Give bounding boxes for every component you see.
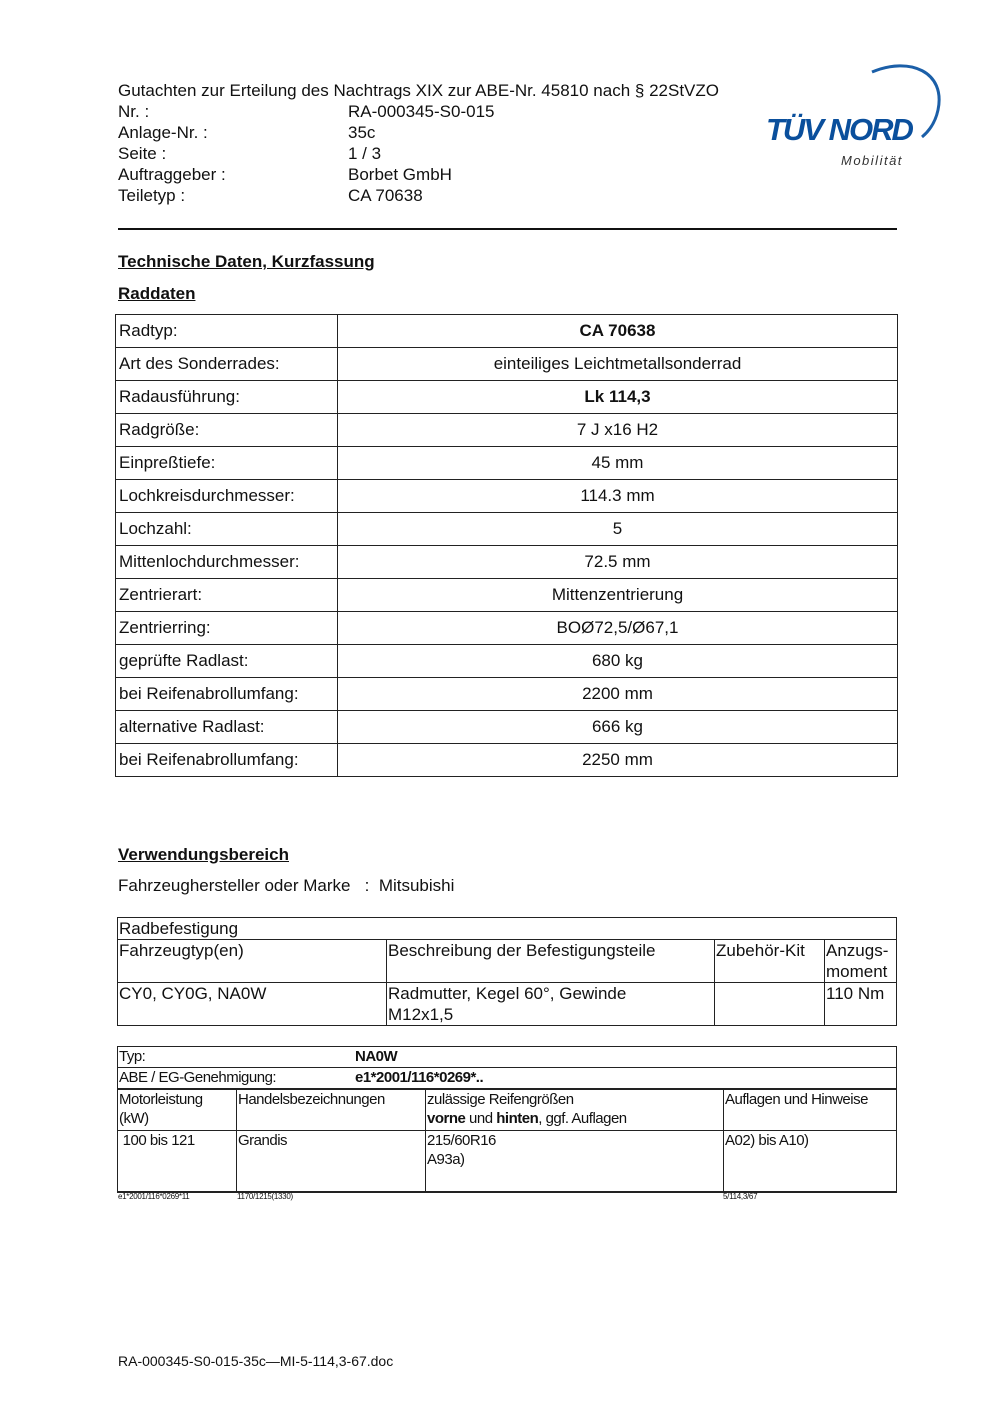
manufacturer-sep: :	[364, 876, 370, 895]
row-label: Radgröße:	[116, 414, 338, 447]
row-value: 680 kg	[338, 645, 898, 678]
row-value: Lk 114,3	[338, 381, 898, 414]
header-field-label: Seite :	[118, 144, 167, 163]
row-label: Radtyp:	[116, 315, 338, 348]
header-field-label: Auftraggeber :	[118, 165, 226, 184]
row-label: Zentrierring:	[116, 612, 338, 645]
header-field-value: 1 / 3	[348, 144, 382, 163]
table-row	[116, 315, 898, 348]
table-cell: Grandis	[237, 1131, 426, 1193]
header-cell-reifen	[426, 1090, 724, 1131]
header-field-teiletyp	[118, 186, 423, 206]
footnote-weights: 1170/1215(1330)	[237, 1192, 293, 1201]
header-field-value: RA-000345-S0-015	[348, 102, 495, 121]
row-label: Mittenlochdurchmesser:	[116, 546, 338, 579]
row-value: 7 J x16 H2	[338, 414, 898, 447]
row-label: bei Reifenabrollumfang:	[116, 744, 338, 777]
table-cell: 100 bis 121	[118, 1131, 237, 1193]
logo-brand-text: TÜV NORD	[766, 112, 912, 147]
header-field-label: Nr. :	[118, 102, 150, 121]
logo-sub-text: Mobilität	[841, 153, 903, 168]
row-value: 2200 mm	[338, 678, 898, 711]
header-cell: Motorleistung (kW)	[118, 1090, 237, 1131]
typ-value: NA0W	[355, 1048, 398, 1065]
befestigung-title: Radbefestigung	[118, 918, 897, 940]
radbefestigung-table	[117, 917, 897, 1026]
reifen-mid: und	[465, 1110, 497, 1127]
document-footer: RA-000345-S0-015-35c—MI-5-114,3-67.doc	[118, 1353, 394, 1369]
abe-cell	[118, 1068, 897, 1089]
header-field-value: Borbet GmbH	[348, 165, 452, 184]
abe-value: e1*2001/116*0269*..	[355, 1069, 484, 1086]
table-row	[116, 480, 898, 513]
raddaten-table	[115, 314, 898, 777]
header-field-label: Teiletyp :	[118, 186, 186, 205]
table-row	[116, 447, 898, 480]
row-value: 5	[338, 513, 898, 546]
reifen-tail: , ggf. Auflagen	[538, 1110, 627, 1127]
typ-row	[118, 1047, 897, 1068]
row-value: 114.3 mm	[338, 480, 898, 513]
table-header-row	[118, 940, 897, 983]
reifen-line1: zulässige Reifengrößen	[427, 1091, 574, 1108]
header-cell: Beschreibung der Befestigungsteile	[387, 940, 715, 983]
table-row	[116, 579, 898, 612]
table-row	[116, 513, 898, 546]
header-field-auftraggeber	[118, 165, 452, 185]
row-label: Einpreßtiefe:	[116, 447, 338, 480]
table-row	[116, 348, 898, 381]
header-divider	[118, 228, 897, 230]
header-cell: Auflagen und Hinweise	[724, 1090, 897, 1131]
row-value: Mittenzentrierung	[338, 579, 898, 612]
reifen-bold-hinten: hinten	[496, 1110, 539, 1127]
row-label: bei Reifenabrollumfang:	[116, 678, 338, 711]
header-field-value: 35c	[348, 123, 376, 142]
header-cell: Fahrzeugtyp(en)	[118, 940, 387, 983]
table-cell: 110 Nm	[825, 983, 897, 1026]
row-label: Lochzahl:	[116, 513, 338, 546]
table-row	[118, 983, 897, 1026]
row-value: CA 70638	[338, 315, 898, 348]
row-value: 45 mm	[338, 447, 898, 480]
table-row	[116, 645, 898, 678]
header-cell: Zubehör-Kit	[715, 940, 825, 983]
table-cell: A02) bis A10)	[724, 1131, 897, 1193]
abe-row	[118, 1068, 897, 1089]
table-row	[116, 711, 898, 744]
table-row	[116, 381, 898, 414]
table-row	[116, 744, 898, 777]
table-cell	[715, 983, 825, 1026]
table-row	[116, 546, 898, 579]
row-value: 2250 mm	[338, 744, 898, 777]
footnote-abe: e1*2001/116*0269*11	[118, 1192, 190, 1201]
row-label: Radausführung:	[116, 381, 338, 414]
row-value: 72.5 mm	[338, 546, 898, 579]
row-label: Lochkreisdurchmesser:	[116, 480, 338, 513]
header-field-nr	[118, 102, 494, 122]
typ-table	[117, 1046, 897, 1193]
row-value: 666 kg	[338, 711, 898, 744]
table-header-row	[118, 1090, 897, 1131]
row-value: einteiliges Leichtmetallsonderrad	[338, 348, 898, 381]
manufacturer-line	[118, 876, 454, 896]
manufacturer-value: Mitsubishi	[378, 876, 455, 895]
document-title: Gutachten zur Erteilung des Nachtrags XIX zur ABE-Nr. 45810 nach § 22StVZO	[118, 81, 719, 100]
row-label: Zentrierart:	[116, 579, 338, 612]
header-field-value: CA 70638	[348, 186, 423, 205]
manufacturer-label: Fahrzeughersteller oder Marke	[118, 876, 351, 895]
header-field-seite	[118, 144, 381, 164]
table-cell: CY0, CY0G, NA0W	[118, 983, 387, 1026]
usage-title: Verwendungsbereich	[118, 845, 289, 864]
row-label: alternative Radlast:	[116, 711, 338, 744]
header-field-anlage	[118, 123, 375, 143]
table-row	[118, 918, 897, 940]
typ-cell	[118, 1047, 897, 1068]
table-cell: 215/60R16 A93a)	[426, 1131, 724, 1193]
table-row	[116, 414, 898, 447]
tuv-nord-logo	[760, 58, 945, 173]
header-field-label: Anlage-Nr. :	[118, 123, 208, 142]
row-label: geprüfte Radlast:	[116, 645, 338, 678]
abe-label: ABE / EG-Genehmigung:	[119, 1069, 277, 1086]
table-cell: Radmutter, Kegel 60°, Gewinde M12x1,5	[387, 983, 715, 1026]
table-row	[118, 1131, 897, 1193]
header-cell: Handelsbezeichnungen	[237, 1090, 426, 1131]
typ-label: Typ:	[119, 1048, 146, 1065]
header-cell: Anzugs- moment	[825, 940, 897, 983]
footnote-wheel: 5/114,3/67	[723, 1192, 758, 1201]
table-row	[116, 678, 898, 711]
row-label: Art des Sonderrades:	[116, 348, 338, 381]
reifen-bold-vorne: vorne	[427, 1110, 466, 1127]
raddaten-title: Raddaten	[118, 284, 196, 303]
table-row	[116, 612, 898, 645]
technical-title: Technische Daten, Kurzfassung	[118, 252, 375, 271]
row-value: BOØ72,5/Ø67,1	[338, 612, 898, 645]
